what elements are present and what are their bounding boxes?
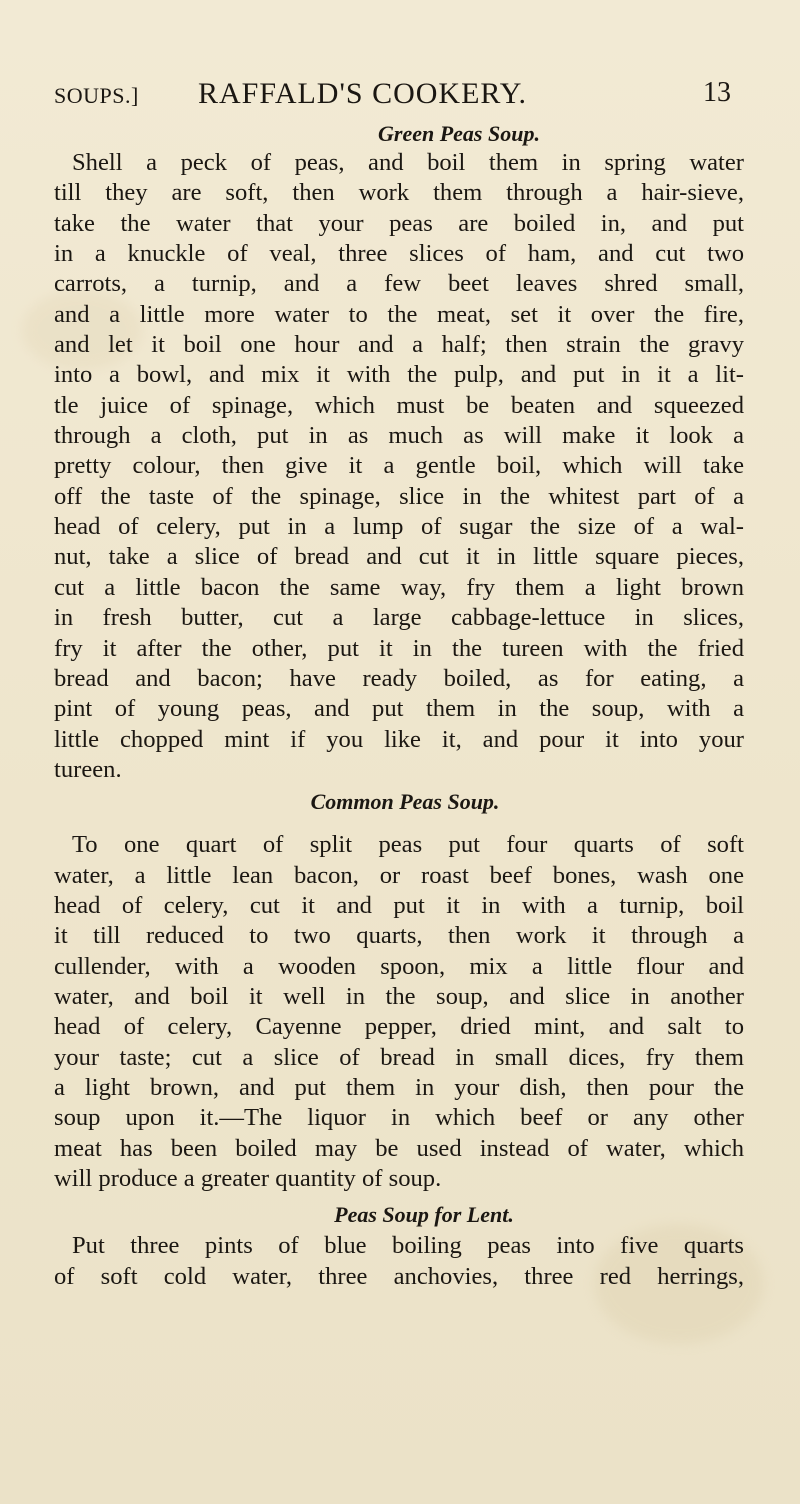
recipe-line: off the taste of the spinage, slice in the whitest part of a xyxy=(54,482,744,510)
recipe-title: Common Peas Soup. xyxy=(310,789,500,815)
recipe-body xyxy=(54,830,744,1194)
recipe-line: cullender, with a wooden spoon, mix a little flour and xyxy=(54,952,744,980)
recipe-line: head of celery, cut it and put it in with a turnip, boil xyxy=(54,891,744,919)
recipe-line: a light brown, and put them in your dish, then pour the xyxy=(54,1073,744,1101)
recipe-line: bread and bacon; have ready boiled, as for eating, a xyxy=(54,664,744,692)
recipe-line: through a cloth, put in as much as will make it look a xyxy=(54,422,744,450)
recipe-line: till they are soft, then work them through a hair-sieve, xyxy=(54,179,744,207)
recipe-common-peas-soup xyxy=(54,788,744,1194)
recipe-line: your taste; cut a slice of bread in small dices, fry them xyxy=(54,1043,744,1071)
recipe-line: fry it after the other, put it in the tureen with the fried xyxy=(54,634,744,662)
recipe-line: tle juice of spinage, which must be beaten and squeezed xyxy=(54,391,744,419)
recipe-line: soup upon it.—The liquor in which beef or any other xyxy=(54,1104,744,1132)
recipe-line: into a bowl, and mix it with the pulp, and put in it a lit- xyxy=(54,361,744,389)
recipe-line: Shell a peck of peas, and boil them in spring water xyxy=(72,149,744,176)
recipe-line: To one quart of split peas put four quarts of soft xyxy=(72,831,744,859)
recipe-line: water, a little lean bacon, or roast beef bones, wash one xyxy=(54,861,744,889)
recipe-line: carrots, a turnip, and a few beet leaves shred small, xyxy=(54,270,744,298)
recipe-body xyxy=(54,148,744,785)
recipe-line: tureen. xyxy=(54,755,122,783)
recipe-green-peas-soup xyxy=(54,120,744,785)
recipe-title: Green Peas Soup. xyxy=(378,121,540,146)
running-title: RAFFALD'S COOKERY. xyxy=(198,77,528,110)
recipe-body xyxy=(54,1231,744,1292)
page-number: 13 xyxy=(703,77,731,108)
recipe-line: head of celery, put in a lump of sugar the size of a wal- xyxy=(54,513,744,541)
page-header xyxy=(0,77,800,115)
recipe-line: in fresh butter, cut a large cabbage-lettuce in slices, xyxy=(54,604,744,632)
recipe-line: in a knuckle of veal, three slices of ham, and cut two xyxy=(54,240,744,268)
recipe-line: nut, take a slice of bread and cut it in little square pieces, xyxy=(54,543,744,571)
recipe-line: it till reduced to two quarts, then work it through a xyxy=(54,922,744,950)
recipe-line: pretty colour, then give it a gentle boil, which will take xyxy=(54,452,744,480)
recipe-line: head of celery, Cayenne pepper, dried mint, and salt to xyxy=(54,1013,744,1041)
recipe-peas-soup-for-lent xyxy=(54,1201,744,1292)
recipe-line: meat has been boiled may be used instead of water, which xyxy=(54,1134,744,1162)
recipe-line: and let it boil one hour and a half; then strain the gravy xyxy=(54,331,744,359)
recipe-line: little chopped mint if you like it, and pour it into your xyxy=(54,725,744,753)
recipe-title: Peas Soup for Lent. xyxy=(334,1202,514,1228)
section-label: SOUPS.] xyxy=(54,83,139,108)
recipe-line: and a little more water to the meat, set it over the fire, xyxy=(54,300,744,328)
recipe-line: water, and boil it well in the soup, and slice in another xyxy=(54,982,744,1010)
recipe-line: cut a little bacon the same way, fry them a light brown xyxy=(54,573,744,601)
recipe-line: will produce a greater quantity of soup. xyxy=(54,1165,442,1192)
recipe-line: take the water that your peas are boiled in, and put xyxy=(54,209,744,237)
page-content xyxy=(54,120,744,1292)
recipe-line: of soft cold water, three anchovies, three red herrings, xyxy=(54,1262,744,1290)
recipe-line: pint of young peas, and put them in the soup, with a xyxy=(54,695,744,723)
recipe-line: Put three pints of blue boiling peas into five quarts xyxy=(72,1232,744,1260)
